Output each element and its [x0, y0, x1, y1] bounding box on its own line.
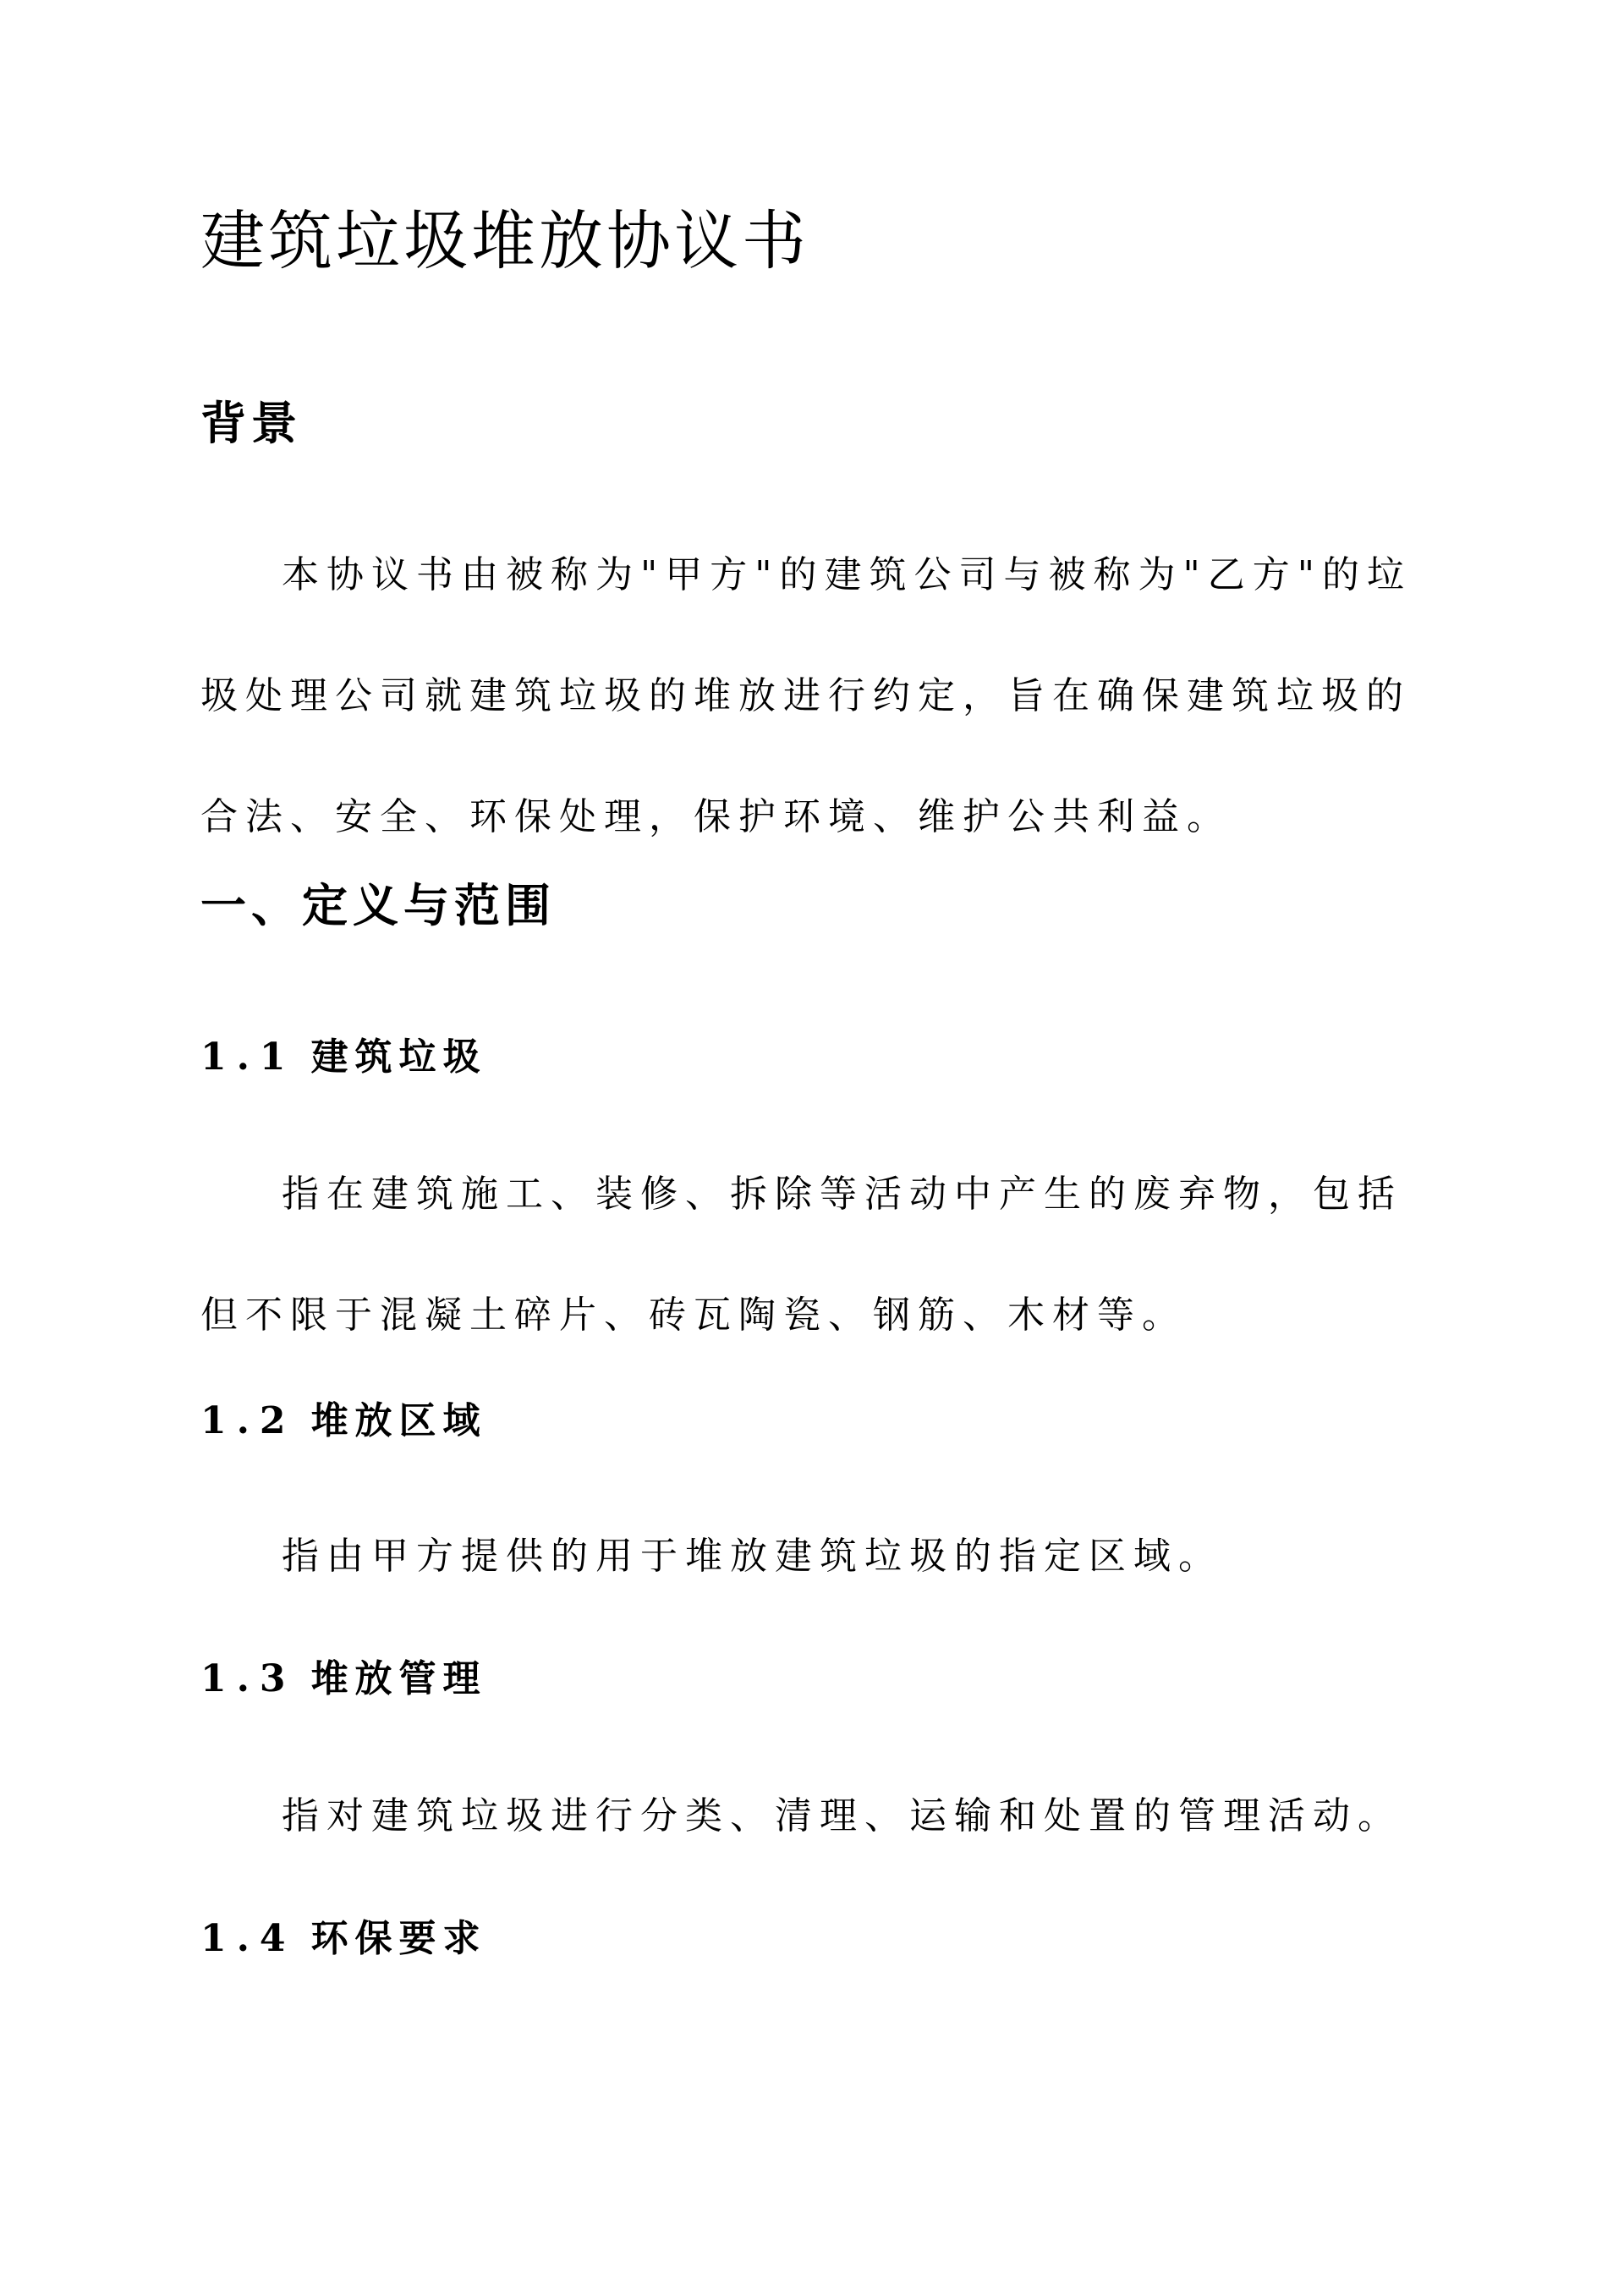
subsection-number: 1.3 — [200, 1657, 296, 1700]
section-1-heading: 一、定义与范围 — [200, 878, 556, 932]
subsection-1-3-text: 指对建筑垃圾进行分类、清理、运输和处置的管理活动。 — [282, 1794, 1402, 1837]
background-heading: 背景 — [200, 396, 302, 450]
background-paragraph: 本协议书由被称为"甲方"的建筑公司与被称为"乙方"的垃圾处理公司就建筑垃圾的堆放进行约定，旨在确保建筑垃圾的合法、安全、环保处理，保护环境、维护公共利益。 — [200, 553, 1412, 838]
subsection-title: 堆放区域 — [310, 1399, 487, 1442]
subsection-title: 堆放管理 — [310, 1657, 487, 1700]
subsection-number: 1.4 — [200, 1917, 296, 1960]
subsection-1-2-heading — [200, 1396, 487, 1447]
subsection-title: 环保要求 — [310, 1917, 487, 1960]
subsection-number: 1.2 — [200, 1399, 296, 1442]
subsection-1-1-heading — [200, 1032, 487, 1083]
subsection-1-1-text: 指在建筑施工、装修、拆除等活动中产生的废弃物，包括但不限于混凝土碎片、砖瓦陶瓷、钢筋、木材等。 — [200, 1173, 1402, 1337]
subsection-title: 建筑垃圾 — [310, 1035, 487, 1079]
subsection-1-2-text: 指由甲方提供的用于堆放建筑垃圾的指定区域。 — [282, 1535, 1223, 1578]
subsection-1-4-heading — [200, 1914, 487, 1964]
subsection-1-3-heading — [200, 1654, 487, 1705]
document-title: 建筑垃圾堆放协议书 — [200, 203, 809, 278]
subsection-number: 1.1 — [200, 1035, 296, 1079]
